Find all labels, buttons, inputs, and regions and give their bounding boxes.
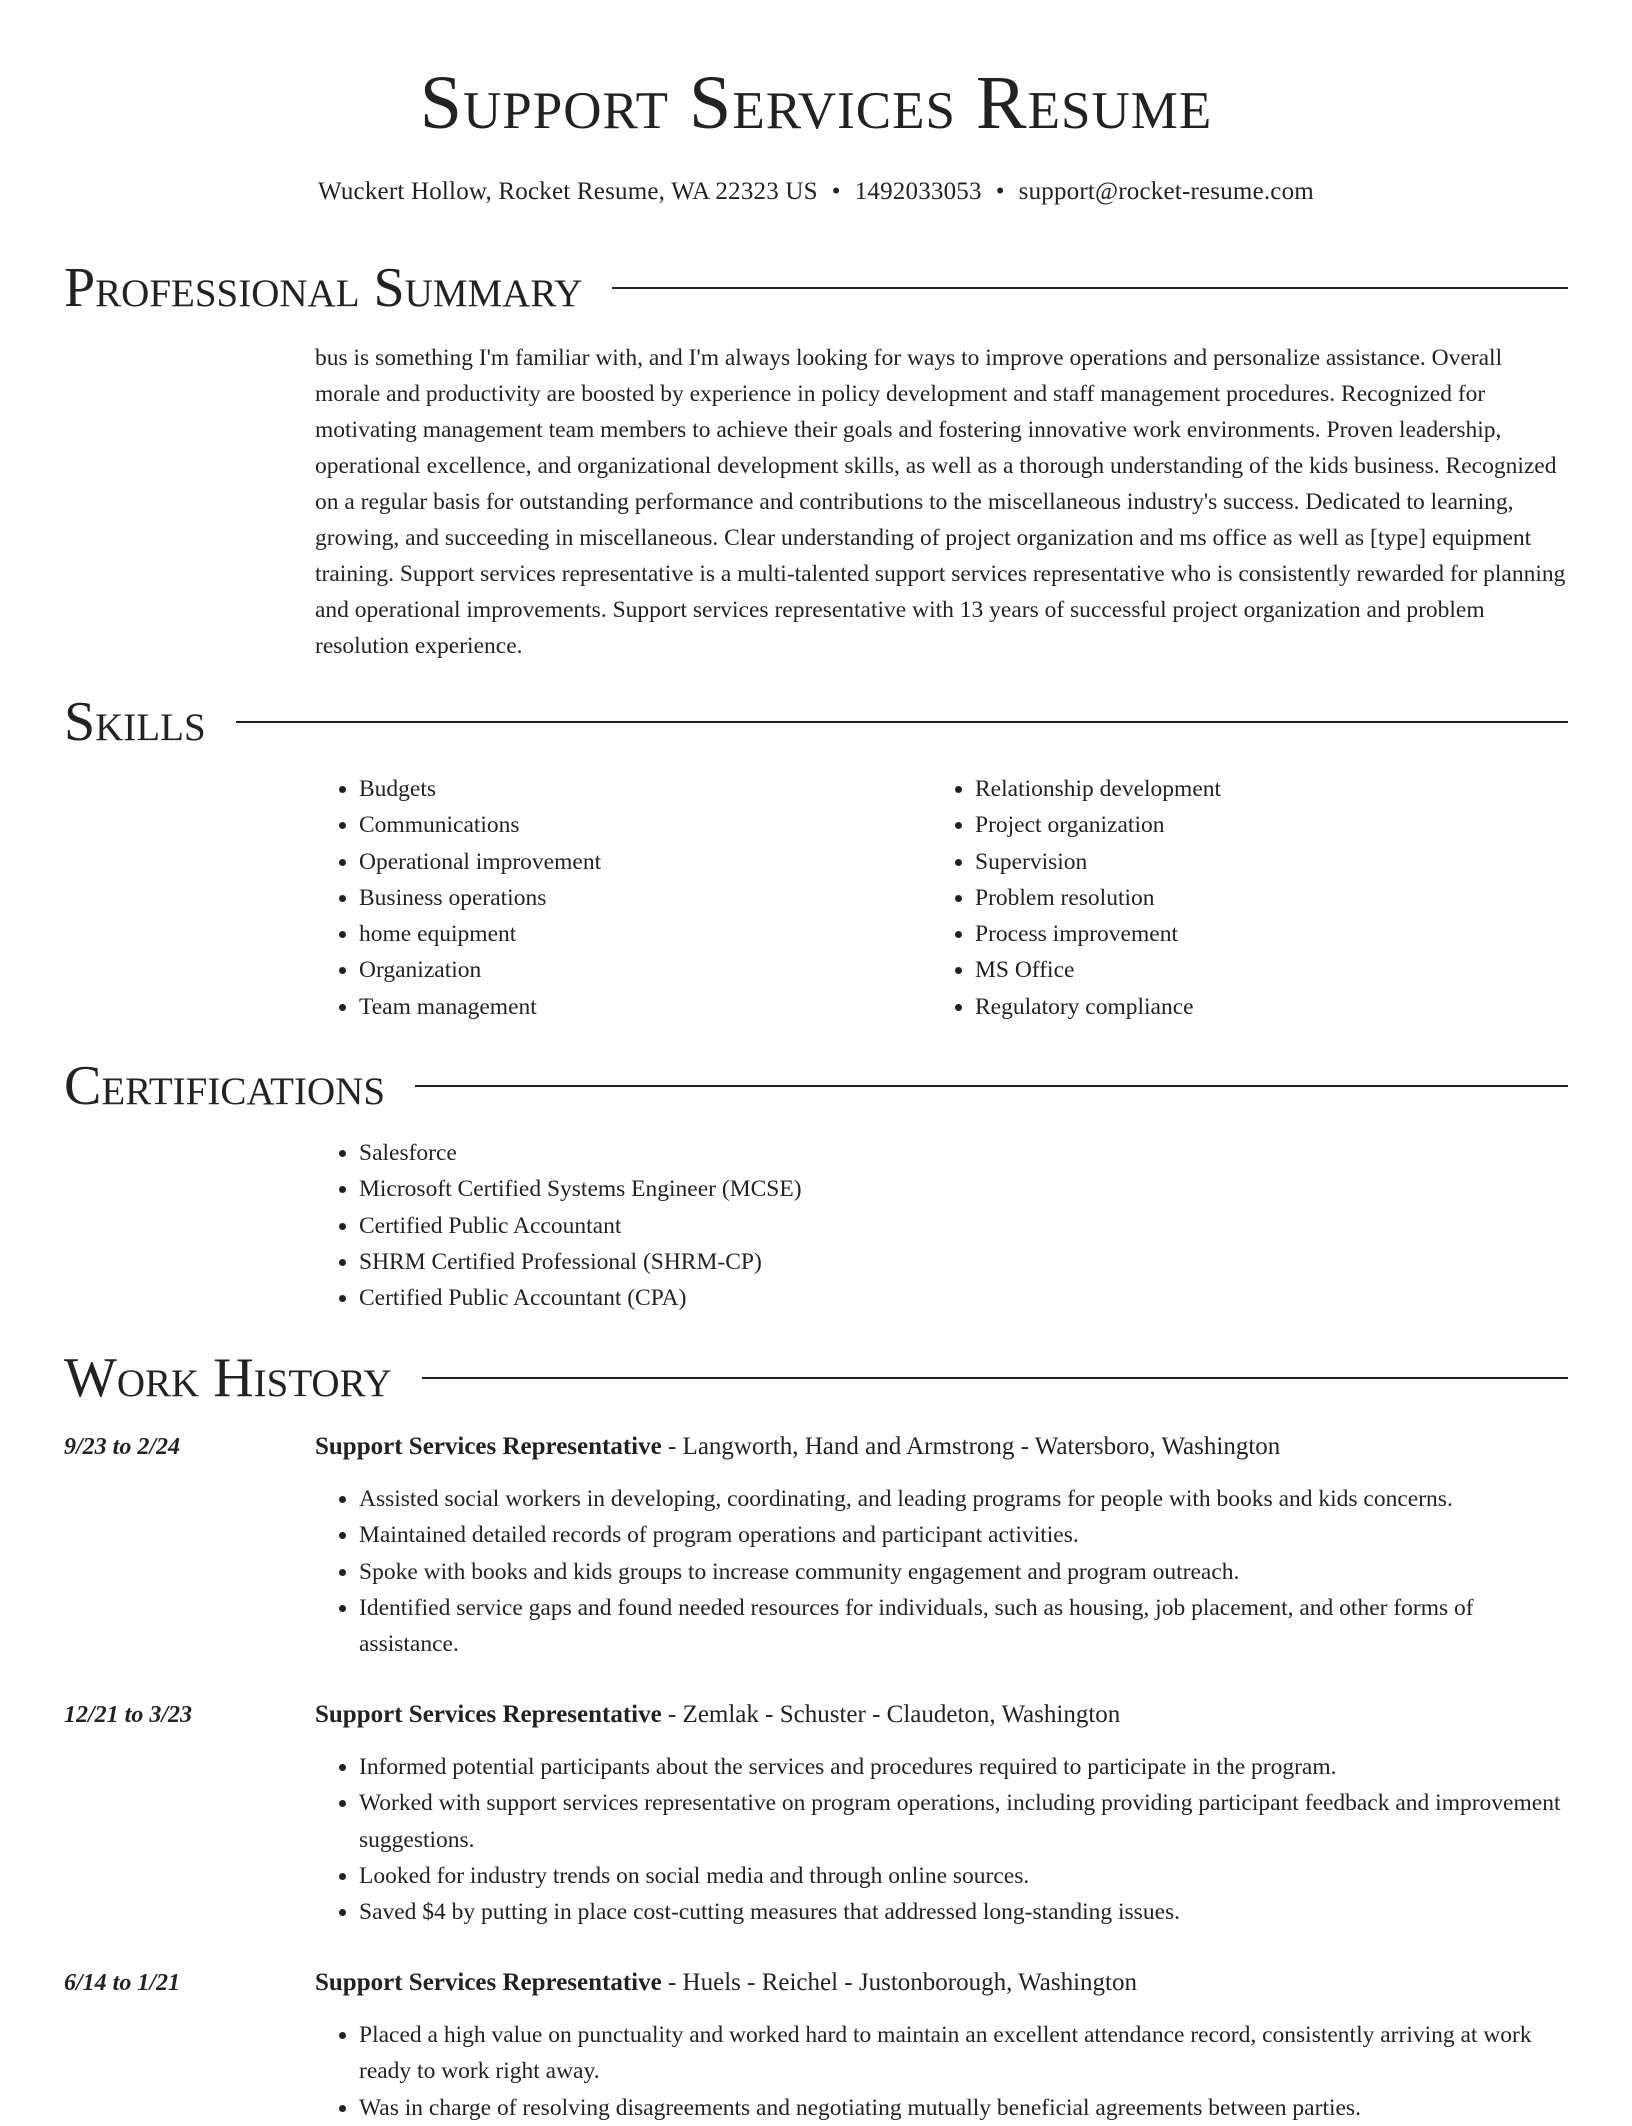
job-bullets — [315, 1749, 1570, 1930]
skill-item: • Process improvement — [975, 916, 1575, 952]
skill-item: • MS Office — [975, 952, 1575, 988]
contact-phone: 1492033053 — [854, 178, 982, 205]
contact-address: Wuckert Hollow, Rocket Resume, WA 22323 US — [318, 178, 818, 205]
job-bullet: • Looked for industry trends on social media and through online sources. — [359, 1858, 1570, 1894]
skills-list-left — [315, 771, 929, 1025]
job-role: Support Services Representative — [315, 1433, 662, 1460]
section-title-skills: Skills — [64, 689, 236, 755]
skill-item: • Communications — [359, 807, 929, 843]
skill-item: • Problem resolution — [975, 880, 1575, 916]
skill-item: • Team management — [359, 989, 929, 1025]
job-heading — [315, 1697, 1120, 1733]
skill-item: • home equipment — [359, 916, 929, 952]
job-bullet: • Identified service gaps and found needed resources for individuals, such as housing, job placement, and other forms of assistance. — [359, 1590, 1570, 1663]
certification-item: • Microsoft Certified Systems Engineer (MCSE) — [359, 1171, 1559, 1207]
job-dates: 6/14 to 1/21 — [64, 1970, 181, 1996]
job-bullet: • Assisted social workers in developing, coordinating, and leading programs for people with books and kids concerns. — [359, 1481, 1570, 1517]
skill-item: • Organization — [359, 952, 929, 988]
contact-email: support@rocket-resume.com — [1018, 178, 1314, 205]
resume-title: Support Services Resume — [419, 61, 1213, 145]
job-bullet: • Was in charge of resolving disagreements and negotiating mutually beneficial agreements between parties. — [359, 2090, 1570, 2126]
job-bullets — [315, 1481, 1570, 1662]
job-dates: 12/21 to 3/23 — [64, 1702, 193, 1728]
contact-separator: • — [831, 178, 841, 205]
job-bullet: • Spoke with books and kids groups to increase community engagement and program outreach. — [359, 1554, 1570, 1590]
job-role: Support Services Representative — [315, 1701, 662, 1728]
job-bullet: • Worked with support services representative on program operations, including providing participant feedback and improvement suggestions. — [359, 1785, 1570, 1858]
section-title-summary: Professional Summary — [64, 255, 612, 321]
contact-separator: • — [995, 178, 1005, 205]
job-heading — [315, 1965, 1137, 2001]
certifications-list — [315, 1135, 1559, 1316]
job-dates: 9/23 to 2/24 — [64, 1434, 181, 1460]
skill-item: • Regulatory compliance — [975, 989, 1575, 1025]
skill-item: • Project organization — [975, 807, 1575, 843]
skill-item: • Business operations — [359, 880, 929, 916]
certification-item: • Salesforce — [359, 1135, 1559, 1171]
job-bullet: • Informed potential participants about the services and procedures required to participate in the program. — [359, 1749, 1570, 1785]
skill-item: • Relationship development — [975, 771, 1575, 807]
skills-list-right — [931, 771, 1575, 1025]
job-employer: - Zemlak - Schuster - Claudeton, Washington — [661, 1701, 1121, 1728]
section-title-work-history: Work History — [64, 1345, 422, 1411]
job-employer: - Huels - Reichel - Justonborough, Washington — [661, 1969, 1137, 1996]
contact-line — [0, 174, 1632, 210]
job-bullets — [315, 2017, 1570, 2126]
job-bullet: • Maintained detailed records of program operations and participant activities. — [359, 1517, 1570, 1553]
job-role: Support Services Representative — [315, 1969, 662, 1996]
section-title-certifications: Certifications — [64, 1053, 415, 1119]
certification-item: • SHRM Certified Professional (SHRM-CP) — [359, 1244, 1559, 1280]
skill-item: • Budgets — [359, 771, 929, 807]
skill-item: • Operational improvement — [359, 844, 929, 880]
job-bullet: • Saved $4 by putting in place cost-cutting measures that addressed long-standing issues. — [359, 1894, 1570, 1930]
skill-item: • Supervision — [975, 844, 1575, 880]
job-employer: - Langworth, Hand and Armstrong - Watersboro, Washington — [661, 1433, 1281, 1460]
certification-item: • Certified Public Accountant — [359, 1208, 1559, 1244]
job-bullet: • Placed a high value on punctuality and worked hard to maintain an excellent attendance record, consistently arriving at work ready to work right away. — [359, 2017, 1570, 2090]
section-divider — [64, 721, 1568, 723]
certification-item: • Certified Public Accountant (CPA) — [359, 1280, 1559, 1316]
job-heading — [315, 1429, 1280, 1465]
summary-text: bus is something I'm familiar with, and I'm always looking for ways to improve operations and personalize assistance. Overall morale and productivity are boosted by experience in policy development and staff management procedures. Recognized for motivating management team members to achieve their goals and fostering innovative work environments. Proven leadership, operational excellence, and organizational development skills, as well as a thorough understanding of the kids business. Recognized on a regular basis for outstanding performance and contributions to the miscellaneous industry's success. Dedicated to learning, growing, and succeeding in miscellaneous. Clear understanding of project organization and ms office as well as [type] equipment training. Support services representative is a multi-talented support services representative who is consistently rewarded for planning and operational improvements. Support services representative with 13 years of successful project organization and problem resolution experience. — [315, 345, 1566, 659]
